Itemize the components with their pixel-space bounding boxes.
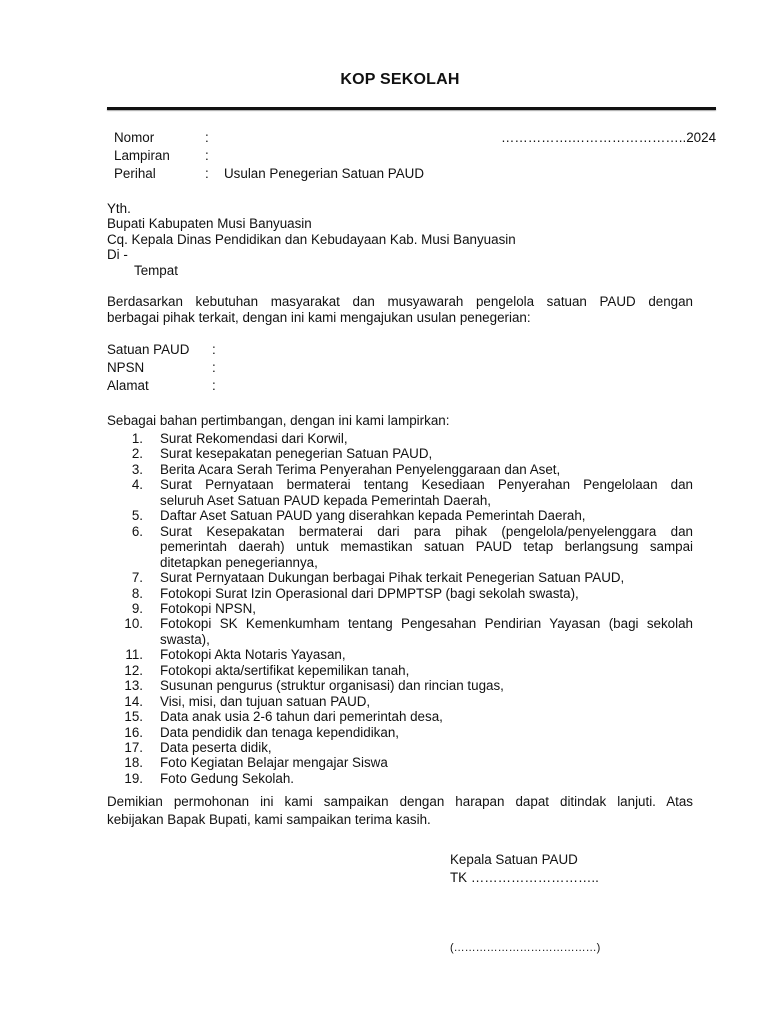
letterhead-divider (107, 107, 716, 110)
list-item-text: Data peserta didik, (160, 740, 272, 755)
list-item-continuation (0, 493, 768, 509)
list-item-continuation (0, 539, 768, 555)
alamat-label: Alamat (107, 378, 149, 393)
list-item-number: 18. (124, 755, 143, 771)
list-item-text: Foto Gedung Sekolah. (160, 770, 294, 786)
closing-line-1: Demikian permohonan ini kami sampaikan dengan harapan dapat ditindak lanjuti. Atas (107, 794, 693, 809)
nomor-colon: : (205, 130, 209, 145)
list-item-text: Surat Kesepakatan bermaterai dari para pihak (pengelola/penyelenggara dan (160, 523, 693, 539)
recipient-yth: Yth. (107, 201, 131, 216)
list-item (0, 477, 768, 493)
list-item-number: 5. (131, 508, 143, 524)
list-item-continuation (0, 632, 768, 648)
satuan-paud-label: Satuan PAUD (107, 342, 190, 357)
lampiran-label: Lampiran (114, 148, 170, 163)
list-item-text: Fotokopi Akta Notaris Yayasan, (160, 647, 346, 663)
attachments-intro: Sebagai bahan pertimbangan, dengan ini kami lampirkan: (107, 413, 450, 428)
intro-line-1: Berdasarkan kebutuhan masyarakat dan musyawarah pengelola satuan PAUD dengan (107, 294, 693, 309)
alamat-colon: : (212, 378, 216, 393)
list-item-text: Berita Acara Serah Terima Penyerahan Penyelenggaraan dan Aset, (160, 461, 561, 477)
list-item (0, 524, 768, 540)
list-item-number: 4. (131, 477, 143, 493)
list-item-text: swasta), (160, 631, 210, 647)
npsn-colon: : (212, 360, 216, 375)
list-item (0, 462, 768, 478)
recipient-line-4: Tempat (134, 263, 178, 278)
list-item (0, 694, 768, 710)
list-item (0, 663, 768, 679)
list-item (0, 431, 768, 447)
list-item (0, 508, 768, 524)
list-item-number: 10. (124, 616, 143, 632)
list-item-number: 8. (131, 585, 143, 601)
list-item-text: Fotokopi SK Kemenkumham tentang Pengesahan Pendirian Yayasan (bagi sekolah (160, 616, 693, 632)
list-item (0, 647, 768, 663)
list-item-text: Surat Pernyataan Dukungan berbagai Pihak terkait Penegerian Satuan PAUD, (160, 570, 625, 586)
list-item-text: Fotokopi NPSN, (160, 600, 257, 616)
list-item (0, 601, 768, 617)
list-item-text: Visi, misi, dan tujuan satuan PAUD, (160, 693, 371, 709)
perihal-colon: : (205, 166, 209, 181)
list-item-number: 17. (124, 740, 143, 755)
list-item-text: Fotokopi akta/sertifikat kepemilikan tanah, (160, 662, 410, 678)
list-item-number: 19. (124, 770, 143, 786)
list-item-number: 3. (131, 461, 143, 477)
nomor-label: Nomor (114, 130, 155, 145)
perihal-value: Usulan Penegerian Satuan PAUD (224, 166, 424, 181)
signature-school: TK ……………………….. (450, 870, 599, 885)
list-item-number: 7. (131, 570, 143, 586)
intro-line-2: berbagai pihak terkait, dengan ini kami mengajukan usulan penegerian: (107, 310, 531, 325)
list-item-text: Surat kesepakatan penegerian Satuan PAUD, (160, 446, 433, 462)
list-item-continuation (0, 555, 768, 571)
list-item (0, 771, 768, 787)
letter-date: …………….……………………..2024 (501, 130, 717, 145)
list-item-number: 1. (131, 431, 143, 446)
list-item-number: 15. (124, 709, 143, 725)
list-item-text: Data pendidik dan tenaga kependidikan, (160, 724, 399, 740)
list-item-text: seluruh Aset Satuan PAUD kepada Pemerintah Daerah, (160, 492, 491, 508)
npsn-label: NPSN (107, 360, 145, 375)
list-item-number: 6. (131, 523, 143, 539)
list-item-number: 13. (124, 678, 143, 694)
list-item-text: ditetapkan penegeriannya, (160, 554, 318, 570)
lampiran-colon: : (205, 148, 209, 163)
list-item (0, 570, 768, 586)
list-item-text: Foto Kegiatan Belajar mengajar Siswa (160, 755, 388, 771)
closing-line-2: kebijakan Bapak Bupati, kami sampaikan terima kasih. (107, 812, 431, 827)
list-item-text: Surat Pernyataan bermaterai tentang Kesediaan Penyerahan Pengelolaan dan (160, 477, 693, 493)
signature-title: Kepala Satuan PAUD (450, 852, 578, 867)
recipient-line-1: Bupati Kabupaten Musi Banyuasin (107, 216, 312, 231)
list-item-number: 2. (131, 446, 143, 462)
list-item-text: Surat Rekomendasi dari Korwil, (160, 431, 348, 446)
list-item (0, 709, 768, 725)
list-item-number: 16. (124, 724, 143, 740)
list-item (0, 678, 768, 694)
recipient-line-2: Cq. Kepala Dinas Pendidikan dan Kebudayaan Kab. Musi Banyuasin (107, 232, 516, 247)
recipient-line-3: Di - (107, 247, 128, 262)
satuan-paud-colon: : (212, 342, 216, 357)
list-item-text: Daftar Aset Satuan PAUD yang diserahkan kepada Pemerintah Daerah, (160, 508, 586, 524)
list-item-number: 11. (125, 647, 143, 663)
letterhead-title: KOP SEKOLAH (340, 71, 460, 88)
perihal-label: Perihal (114, 166, 156, 181)
list-item (0, 616, 768, 632)
list-item (0, 740, 768, 756)
list-item-number: 9. (131, 600, 143, 616)
list-item (0, 755, 768, 771)
list-item (0, 586, 768, 602)
list-item (0, 725, 768, 741)
signature-name: (…………………………………) (450, 942, 601, 954)
list-item-text: Fotokopi Surat Izin Operasional dari DPMPTSP (bagi sekolah swasta), (160, 585, 579, 601)
list-item (0, 446, 768, 462)
list-item-number: 14. (124, 693, 143, 709)
list-item-number: 12. (124, 662, 143, 678)
list-item-text: Data anak usia 2-6 tahun dari pemerintah desa, (160, 709, 443, 725)
list-item-text: pemerintah daerah) untuk memastikan satuan PAUD tetap berlangsung sampai (160, 539, 693, 555)
list-item-text: Susunan pengurus (struktur organisasi) dan rincian tugas, (160, 678, 504, 694)
